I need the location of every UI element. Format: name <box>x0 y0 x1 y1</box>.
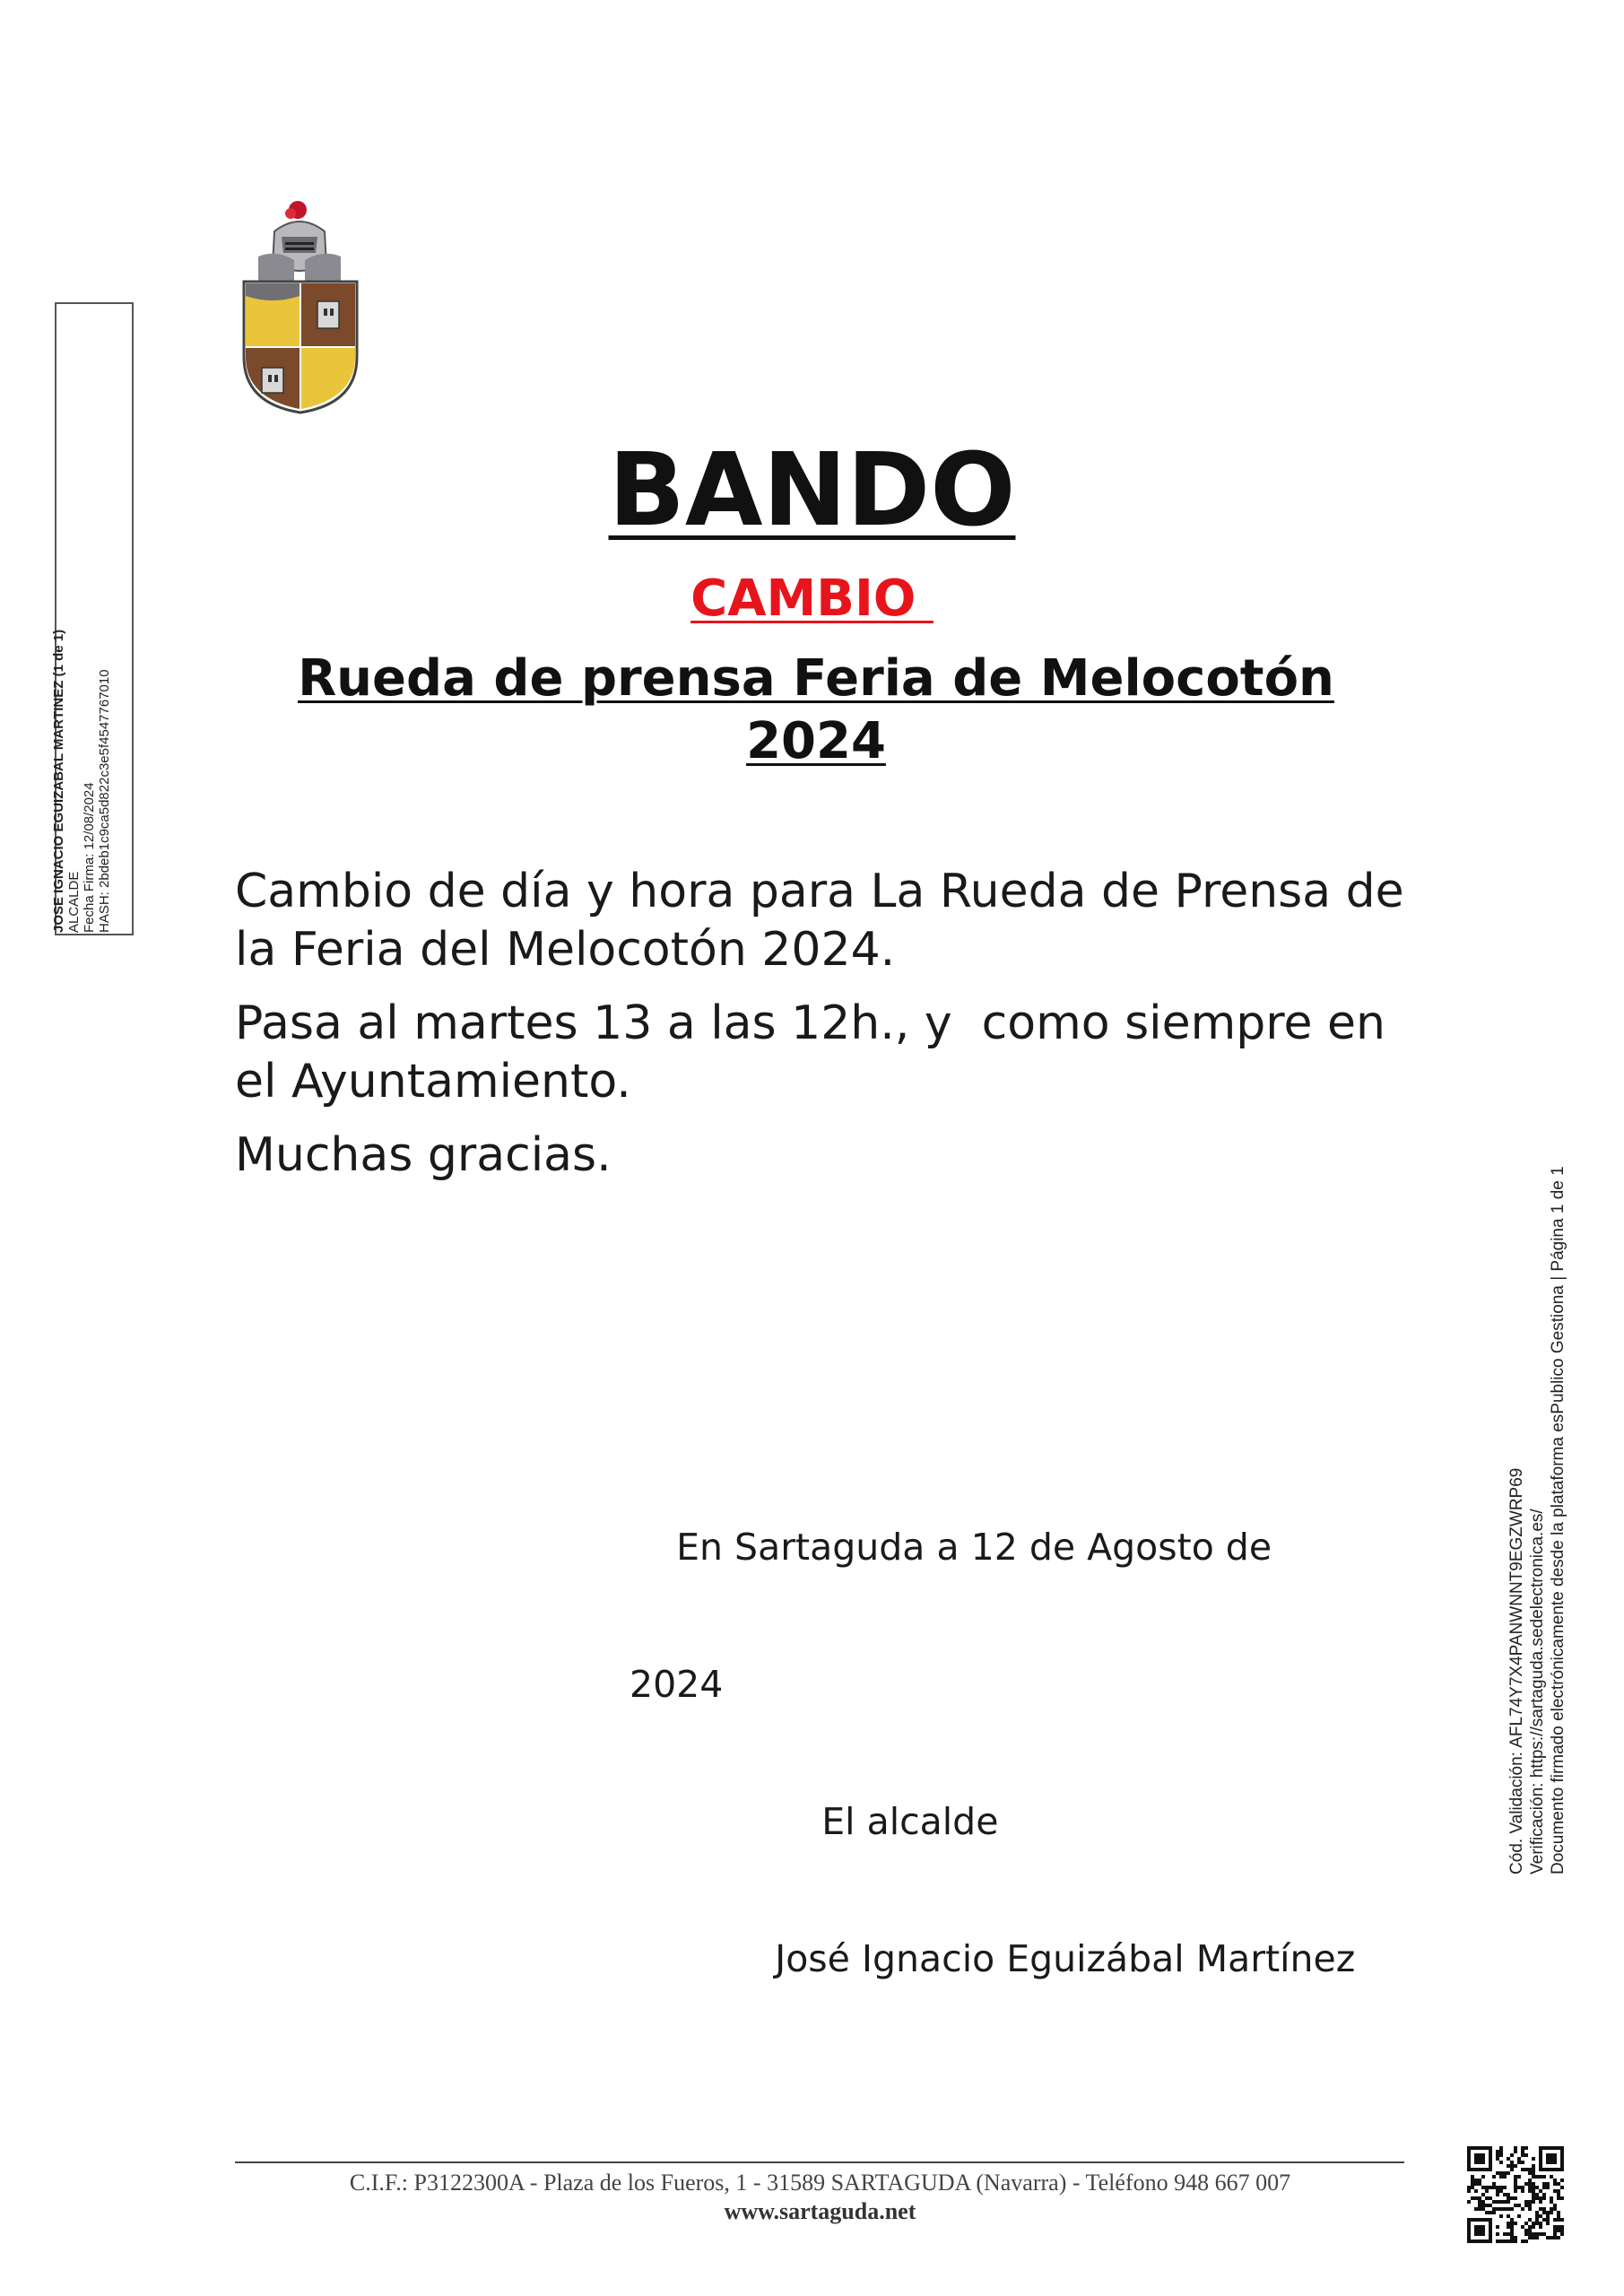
footer-address: C.I.F.: P3122300A - Plaza de los Fueros, 1 - 31589 SARTAGUDA (Navarra) - Teléfono 948 667 007 <box>349 2170 1291 2196</box>
subtitle-line-2: 2024 <box>746 712 886 770</box>
closing-name: José Ignacio Eguizábal Martínez <box>728 1937 1356 1980</box>
verification-note: Documento firmado electrónicamente desde la plataforma esPublico Gestiona | Página 1 de 1 <box>1549 1166 1568 1874</box>
signature-hash: HASH: 2bdeb1c9ca5d822c3e5f4547767010 <box>97 669 112 933</box>
subtitle-line-1: Rueda de prensa Feria de Melocotón <box>298 649 1334 708</box>
closing-block <box>630 1433 1401 2028</box>
verification-text <box>1507 978 1596 1874</box>
title-text: BANDO <box>608 432 1016 549</box>
place-date-line-1: En Sartaguda a 12 de Agosto de <box>630 1526 1272 1569</box>
coat-of-arms-icon <box>240 196 360 415</box>
footer-divider <box>235 2161 1404 2163</box>
footer-website: www.sartaguda.net <box>724 2198 916 2224</box>
notice-body <box>235 863 1419 1200</box>
notice-subtitle-red <box>0 570 1624 629</box>
validation-code: Cód. Validación: AFL74Y7X4PANWNNT9EGZWRP69 <box>1507 1467 1526 1874</box>
closing-role: El alcalde <box>728 1800 999 1843</box>
page-title <box>0 432 1624 549</box>
signer-name: JOSE IGNACIO EGUIZABAL MARTINEZ (1 de 1) <box>51 629 66 933</box>
verification-url: Verificación: https://sartaguda.sedelectronica.es/ <box>1528 1509 1547 1874</box>
subtitle-red-text: CAMBIO <box>690 570 934 628</box>
signer-role: ALCALDE <box>66 871 82 933</box>
signature-date: Fecha Firma: 12/08/2024 <box>82 782 97 933</box>
notice-subtitle <box>206 648 1426 773</box>
place-date-line-2: 2024 <box>630 1663 724 1706</box>
body-paragraph: Muchas gracias. <box>235 1128 612 1182</box>
body-paragraph: Pasa al martes 13 a las 12h., y como siempre en el Ayuntamiento. <box>235 996 1401 1109</box>
body-paragraph: Cambio de día y hora para La Rueda de Prensa de la Feria del Melocotón 2024. <box>235 865 1420 977</box>
